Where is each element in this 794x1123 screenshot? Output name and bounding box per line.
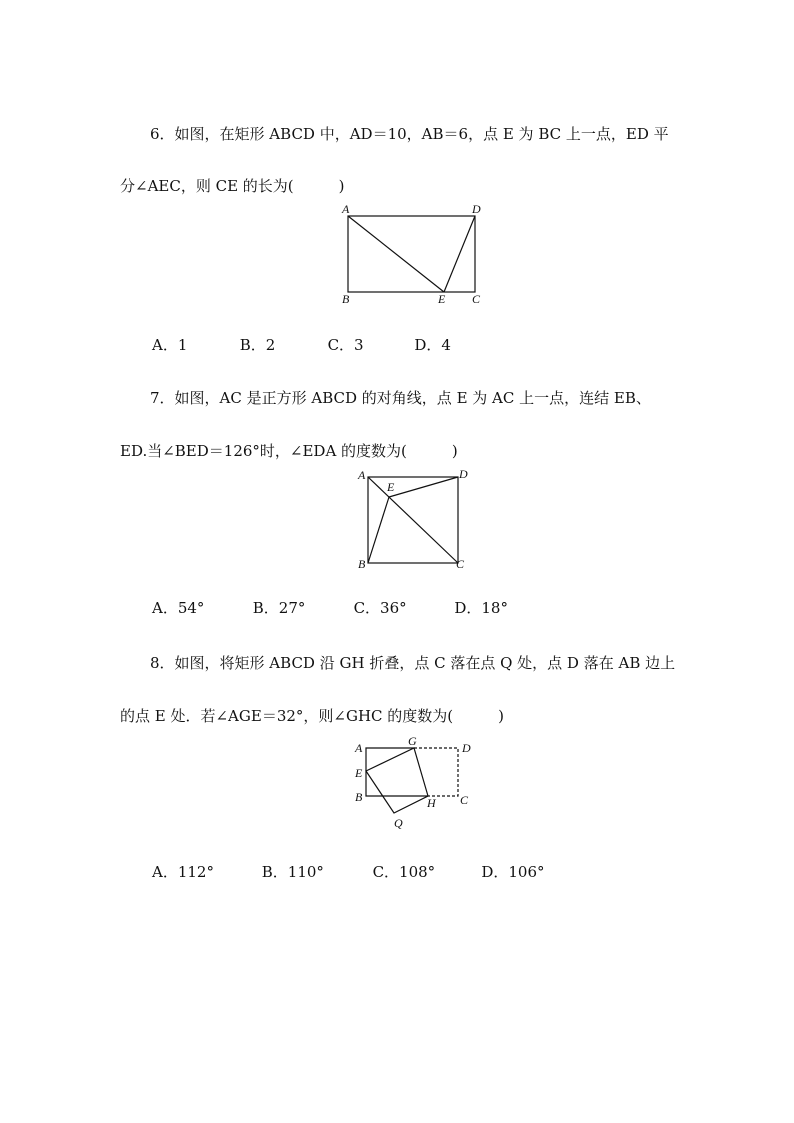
q7-options <box>152 598 508 618</box>
q6-option-b[interactable]: B．2 <box>239 336 276 354</box>
q7-option-d[interactable]: D．18° <box>454 599 508 617</box>
q8-label-a: A <box>355 741 363 755</box>
q7-label-d: D <box>459 467 468 481</box>
q6-figure <box>335 198 495 310</box>
q7-label-a: A <box>358 468 366 482</box>
q6-option-d[interactable]: D．4 <box>414 336 451 354</box>
q7-option-b[interactable]: B．27° <box>252 599 306 617</box>
q8-options <box>152 862 545 882</box>
q8-text-line2: 的点 E 处．若∠AGE＝32°，则∠GHC 的度数为( ) <box>120 707 504 725</box>
q8-label-h: H <box>427 796 436 810</box>
q6-label-c: C <box>472 292 481 306</box>
q8-label-c: C <box>460 793 469 807</box>
q8-option-a[interactable]: A．112° <box>152 863 214 881</box>
q8-option-d[interactable]: D．106° <box>481 863 545 881</box>
q6-option-a[interactable]: A．1 <box>152 336 188 354</box>
q6-options <box>152 335 451 355</box>
q8-label-d: D <box>462 741 471 755</box>
q7-option-a[interactable]: A．54° <box>152 599 205 617</box>
q8-label-b: B <box>355 790 363 804</box>
q6-label-e: E <box>438 292 446 306</box>
q8-text-line1: 8．如图，将矩形 ABCD 沿 GH 折叠，点 C 落在点 Q 处，点 D 落在 AB 边上 <box>150 654 676 672</box>
q6-label-a: A <box>342 202 350 216</box>
q8-option-b[interactable]: B．110° <box>261 863 324 881</box>
q6-text-line1: 6．如图，在矩形 ABCD 中，AD＝10，AB＝6，点 E 为 BC 上一点，ED 平 <box>150 125 669 143</box>
q8-label-e: E <box>355 766 363 780</box>
q6-text-line2: 分∠AEC，则 CE 的长为( ) <box>120 177 345 195</box>
q7-label-e: E <box>387 480 395 494</box>
q6-option-c[interactable]: C．3 <box>327 336 364 354</box>
q6-label-b: B <box>342 292 350 306</box>
q8-label-g: G <box>408 735 417 748</box>
q7-text-line2: ED.当∠BED＝126°时，∠EDA 的度数为( ) <box>120 442 458 460</box>
q7-label-c: C <box>456 557 465 571</box>
q7-option-c[interactable]: C．36° <box>353 599 407 617</box>
q8-label-q: Q <box>394 816 403 830</box>
q7-figure <box>350 464 476 576</box>
q7-label-b: B <box>358 557 366 571</box>
q8-option-c[interactable]: C．108° <box>372 863 436 881</box>
q7-text-line1: 7．如图，AC 是正方形 ABCD 的对角线，点 E 为 AC 上一点，连结 EB、 <box>150 389 651 407</box>
q8-figure <box>350 735 480 835</box>
q6-label-d: D <box>472 202 481 216</box>
